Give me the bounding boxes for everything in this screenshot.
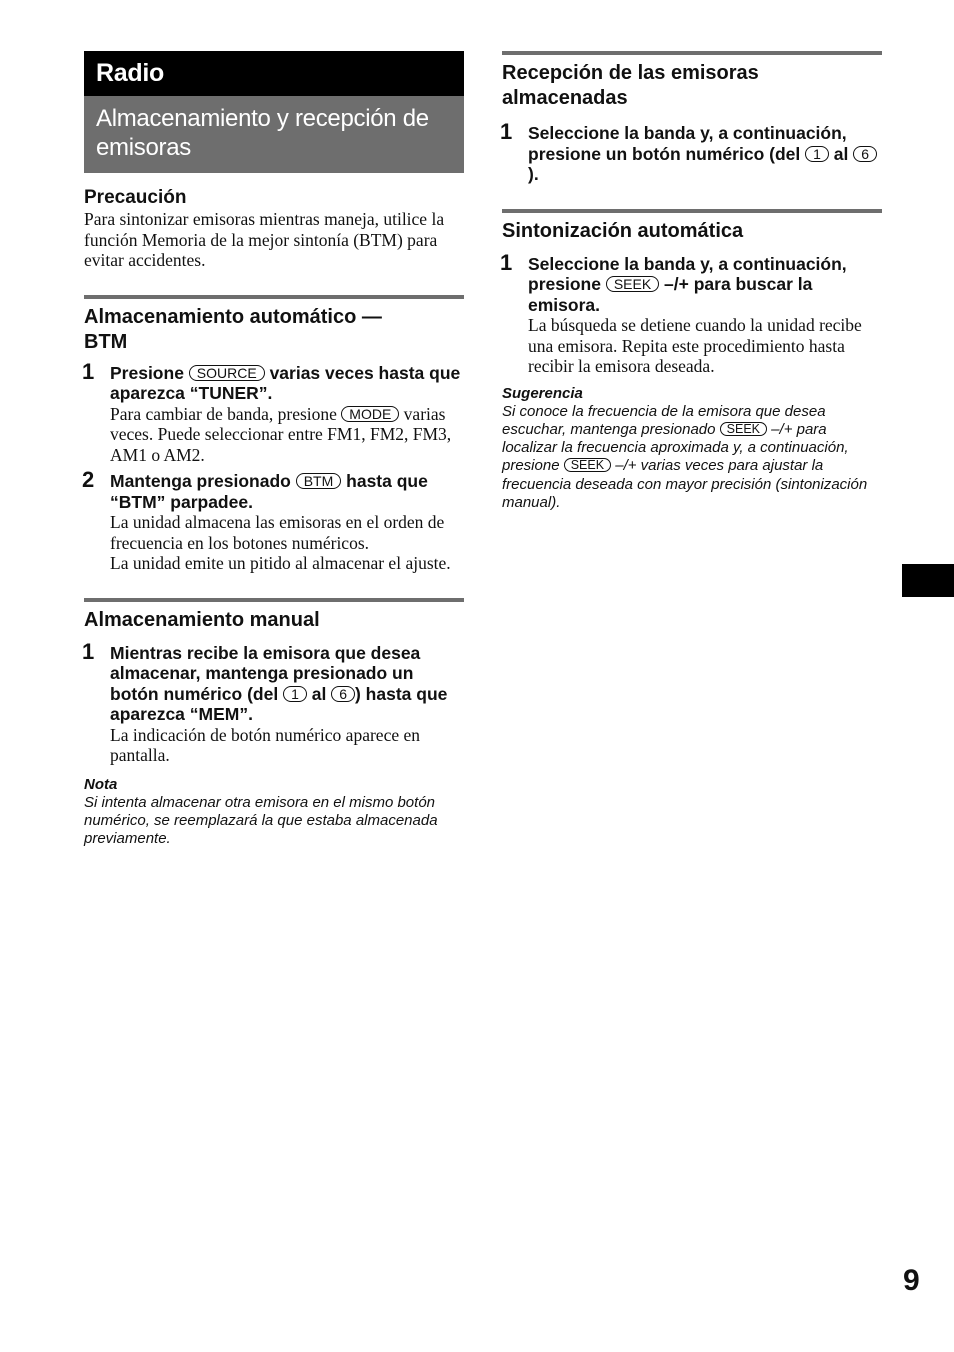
step-instruction: Seleccione la banda y, a continuación, presione SEEK –/+ para buscar la emisora. bbox=[528, 253, 847, 315]
step-detail: La unidad emite un pitido al almacenar el ajuste. bbox=[110, 553, 451, 573]
page-number: 9 bbox=[903, 1264, 920, 1297]
step-detail: La unidad almacena las emisoras en el orden de frecuencia en los botones numéricos. bbox=[110, 512, 445, 553]
caution-heading: Precaución bbox=[84, 187, 187, 208]
step-detail: La indicación de botón numérico aparece en pantalla. bbox=[110, 724, 420, 765]
preset-1-button-icon: 1 bbox=[283, 686, 307, 702]
section-divider bbox=[84, 598, 464, 602]
auto-store-step-2 bbox=[82, 467, 464, 574]
step-number: 1 bbox=[500, 249, 513, 275]
step-number: 1 bbox=[82, 358, 95, 384]
seek-button-icon: SEEK bbox=[606, 276, 659, 292]
note-text: Si intenta almacenar otra emisora en el mismo botón numérico, se reemplazará la que estaba almacenada previamente. bbox=[84, 793, 438, 848]
step-detail: Para cambiar de banda, presione MODE varias veces. Puede seleccionar entre FM1, FM2, FM3, AM1 o AM2. bbox=[110, 403, 452, 465]
btm-button-icon: BTM bbox=[296, 473, 342, 489]
sintonizacion-step-1 bbox=[500, 249, 882, 377]
preset-6-button-icon: 6 bbox=[853, 146, 877, 162]
chapter-banner-subtitle: Almacenamiento y recepción de emisoras bbox=[84, 96, 464, 173]
step-number: 2 bbox=[82, 467, 95, 492]
preset-1-button-icon: 1 bbox=[805, 146, 829, 162]
step-detail: La búsqueda se detiene cuando la unidad recibe una emisora. Repita este procedimiento hasta recibir la emisora deseada. bbox=[528, 315, 862, 376]
tip-text: Si conoce la frecuencia de la emisora que desea escuchar, mantenga presionado SEEK –/+ para localizar la frecuencia aproximada y, a continuación, presione SEEK –/+ varias veces para ajustar la frecuencia deseada con mayor precisión (sintonización manual). bbox=[502, 402, 868, 511]
section-divider bbox=[502, 51, 882, 55]
recepcion-step-1 bbox=[500, 119, 882, 185]
step-instruction: Mientras recibe la emisora que desea almacenar, mantenga presionado un botón numérico (del 1 al 6 ) hasta que aparezca “MEM”. bbox=[110, 642, 448, 724]
tip-heading: Sugerencia bbox=[502, 384, 583, 402]
chapter-banner-title: Radio bbox=[84, 51, 464, 96]
section-title-sintonizacion: Sintonización automática bbox=[502, 219, 744, 242]
step-instruction: Seleccione la banda y, a continuación, presione un botón numérico (del 1 al 6). bbox=[528, 123, 882, 185]
mode-button-icon: MODE bbox=[341, 406, 399, 422]
left-column bbox=[84, 51, 464, 848]
caution-text: Para sintonizar emisoras mientras maneja, utilice la función Memoria de la mejor sintonía (BTM) para evitar accidentes. bbox=[84, 209, 445, 270]
section-title-auto-store: Almacenamiento automático — BTM bbox=[84, 305, 382, 353]
preset-6-button-icon: 6 bbox=[331, 686, 355, 702]
section-divider bbox=[502, 209, 882, 213]
auto-store-step-1 bbox=[82, 358, 464, 466]
step-number: 1 bbox=[82, 638, 95, 664]
manual-store-step-1 bbox=[82, 638, 464, 766]
right-column bbox=[502, 51, 882, 512]
seek-button-icon: SEEK bbox=[564, 458, 611, 472]
section-title-recepcion: Recepción de las emisoras almacenadas bbox=[502, 62, 759, 109]
seek-button-icon: SEEK bbox=[720, 422, 767, 436]
step-instruction: Mantenga presionado BTM hasta que “BTM” parpadee. bbox=[110, 471, 428, 512]
section-thumb-tab bbox=[902, 564, 954, 597]
section-divider bbox=[84, 295, 464, 299]
section-title-manual-store: Almacenamiento manual bbox=[84, 608, 320, 631]
step-instruction: Presione SOURCE varias veces hasta que aparezca “TUNER”. bbox=[110, 362, 461, 403]
step-number: 1 bbox=[500, 119, 513, 144]
source-button-icon: SOURCE bbox=[189, 365, 265, 381]
note-heading: Nota bbox=[84, 775, 118, 793]
